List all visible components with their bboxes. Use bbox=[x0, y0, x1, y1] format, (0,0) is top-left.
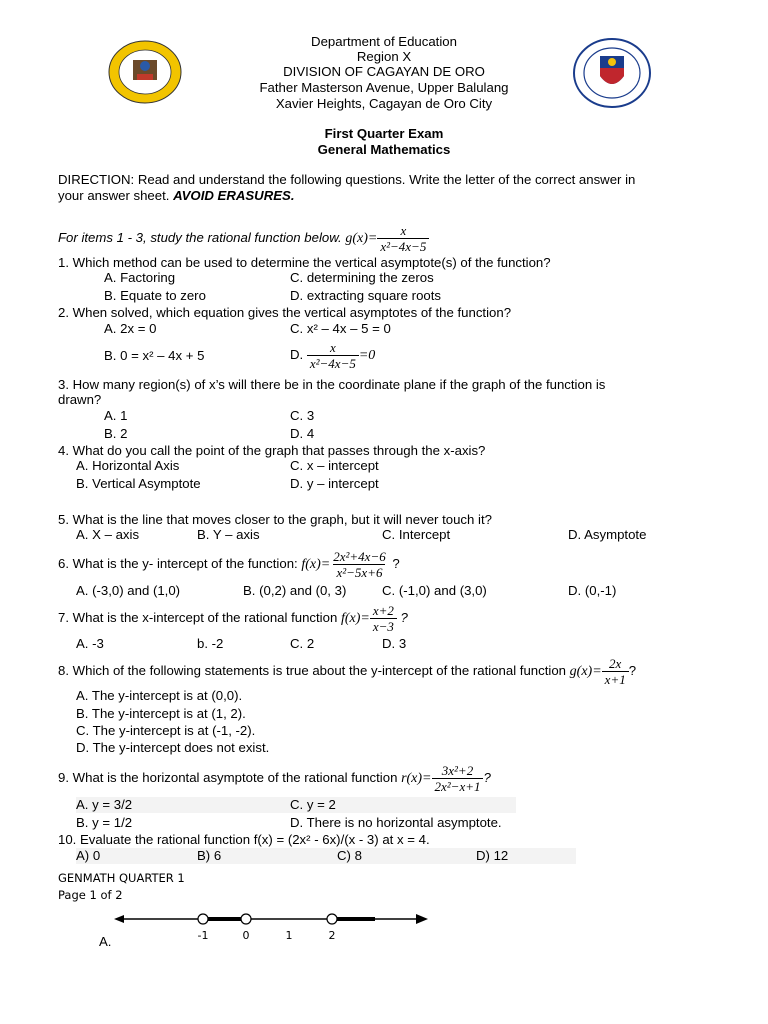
q6-option-d: D. (0,-1) bbox=[568, 583, 617, 598]
intro-fraction: $\frac{x}{\text{x²−4x−5}}$ bbox=[377, 223, 429, 254]
q1-option-d: D. extracting square roots bbox=[290, 288, 441, 303]
tick-label-0: 0 bbox=[242, 929, 250, 942]
q6-stem: 6. What is the y- intercept of the function: f(x)= $\frac{\text{2x²+4x−6}}{\text{x²−5x+6}}$ ? bbox=[58, 549, 400, 581]
footer-page: Page 1 of 2 bbox=[58, 888, 123, 902]
q10-option-d: D) 12 bbox=[476, 848, 509, 863]
q8-stem: 8. Which of the following statements is true about the y-intercept of the rational function g(x)= $\frac{2x}{x+1}$ ? bbox=[58, 656, 637, 688]
left-arrow-icon bbox=[114, 915, 124, 923]
q6-option-a: A. (-3,0) and (1,0) bbox=[76, 583, 181, 598]
q7-option-c: C. 2 bbox=[290, 636, 315, 651]
q5-option-a: A. X – axis bbox=[76, 527, 140, 542]
q9-row-1 bbox=[76, 797, 516, 813]
open-point-0 bbox=[241, 914, 251, 924]
q1-stem: 1. Which method can be used to determine the vertical asymptote(s) of the function? bbox=[58, 255, 551, 270]
items-intro: For items 1 - 3, study the rational function below. g(x)= $\frac{x}{\text{x²−4x−5}}$ bbox=[58, 220, 429, 257]
q7-option-d: D. 3 bbox=[382, 636, 407, 651]
q2-option-c: C. x² – 4x – 5 = 0 bbox=[290, 321, 391, 336]
q7-option-b: b. -2 bbox=[197, 636, 224, 651]
q1-option-c: C. determining the zeros bbox=[290, 270, 434, 285]
q9-stem: 9. What is the horizontal asymptote of the rational function r(x)= $\frac{\text{3x²+2}}{\text{2x²−x+1}}$ ? bbox=[58, 763, 491, 795]
q3-stem-2: drawn? bbox=[58, 392, 102, 407]
q2-option-d: D. $\frac{x}{\text{x²−4x−5}}$ =0 bbox=[290, 340, 376, 372]
q7-option-a: A. -3 bbox=[76, 636, 104, 651]
number-line-graph bbox=[110, 906, 440, 946]
q10-option-b: B) 6 bbox=[197, 848, 222, 863]
q9-option-b: B. y = 1/2 bbox=[76, 815, 133, 830]
q4-option-b: B. Vertical Asymptote bbox=[76, 476, 201, 491]
q4-option-d: D. y – intercept bbox=[290, 476, 379, 491]
direction-line-1: DIRECTION: Read and understand the following questions. Write the letter of the correct answer in bbox=[58, 172, 636, 187]
q4-option-a: A. Horizontal Axis bbox=[76, 458, 180, 473]
q5-stem: 5. What is the line that moves closer to the graph, but it will never touch it? bbox=[58, 512, 492, 527]
q8-option-a: A. The y-intercept is at (0,0). bbox=[76, 688, 243, 703]
direction-emphasis: AVOID ERASURES. bbox=[173, 188, 295, 203]
q5-option-d: D. Asymptote bbox=[568, 527, 647, 542]
exam-subject: General Mathematics bbox=[317, 142, 451, 157]
q3-option-c: C. 3 bbox=[290, 408, 315, 423]
q3-option-a: A. 1 bbox=[104, 408, 128, 423]
q2-stem: 2. When solved, which equation gives the vertical asymptotes of the function? bbox=[58, 305, 512, 320]
tick-label-1: 1 bbox=[285, 929, 293, 942]
q7-stem: 7. What is the x-intercept of the rational function f(x)= $\frac{x+2}{x-3}$ ? bbox=[58, 603, 408, 635]
q3-option-b: B. 2 bbox=[104, 426, 128, 441]
header-address-2: Xavier Heights, Cagayan de Oro City bbox=[275, 96, 493, 111]
q2-option-a: A. 2x = 0 bbox=[104, 321, 157, 336]
header-address-1: Father Masterson Avenue, Upper Balulang bbox=[259, 80, 509, 95]
q4-stem: 4. What do you call the point of the graph that passes through the x-axis? bbox=[58, 443, 486, 458]
q8-option-c: C. The y-intercept is at (-1, -2). bbox=[76, 723, 256, 738]
q10-option-a: A) 0 bbox=[76, 848, 101, 863]
q8-option-d: D. The y-intercept does not exist. bbox=[76, 740, 270, 755]
q10-row bbox=[76, 848, 576, 864]
q1-option-a: A. Factoring bbox=[104, 270, 176, 285]
q10-stem: 10. Evaluate the rational function f(x) = (2x² - 6x)/(x - 3) at x = 4. bbox=[58, 832, 430, 847]
q9-option-d: D. There is no horizontal asymptote. bbox=[290, 815, 502, 830]
q10-option-c: C) 8 bbox=[337, 848, 362, 863]
q3-stem-1: 3. How many region(s) of x’s will there be in the coordinate plane if the graph of the function is bbox=[58, 377, 606, 392]
header-department: Department of Education bbox=[311, 34, 457, 49]
header-division: DIVISION OF CAGAYAN DE ORO bbox=[283, 64, 485, 79]
q9-option-a: A. y = 3/2 bbox=[76, 797, 133, 812]
q1-option-b: B. Equate to zero bbox=[104, 288, 206, 303]
q9-option-c: C. y = 2 bbox=[290, 797, 336, 812]
header-region: Region X bbox=[356, 49, 412, 64]
q5-option-b: B. Y – axis bbox=[197, 527, 260, 542]
q6-option-c: C. (-1,0) and (3,0) bbox=[382, 583, 487, 598]
open-point-2 bbox=[327, 914, 337, 924]
exam-title: First Quarter Exam bbox=[324, 126, 444, 141]
q4-option-c: C. x – intercept bbox=[290, 458, 379, 473]
q5-option-c: C. Intercept bbox=[382, 527, 451, 542]
tick-label-2: 2 bbox=[328, 929, 336, 942]
q2-option-b: B. 0 = x² – 4x + 5 bbox=[104, 348, 205, 363]
q3-option-d: D. 4 bbox=[290, 426, 315, 441]
right-arrow-icon bbox=[416, 914, 428, 924]
direction-line-2: your answer sheet. AVOID ERASURES. bbox=[58, 188, 295, 203]
q8-option-b: B. The y-intercept is at (1, 2). bbox=[76, 706, 246, 721]
footer-course: GENMATH QUARTER 1 bbox=[58, 871, 185, 885]
tick-label--1: -1 bbox=[197, 929, 209, 942]
q6-option-b: B. (0,2) and (0, 3) bbox=[243, 583, 347, 598]
numberline-option-label: A. bbox=[99, 934, 112, 949]
open-point--1 bbox=[198, 914, 208, 924]
